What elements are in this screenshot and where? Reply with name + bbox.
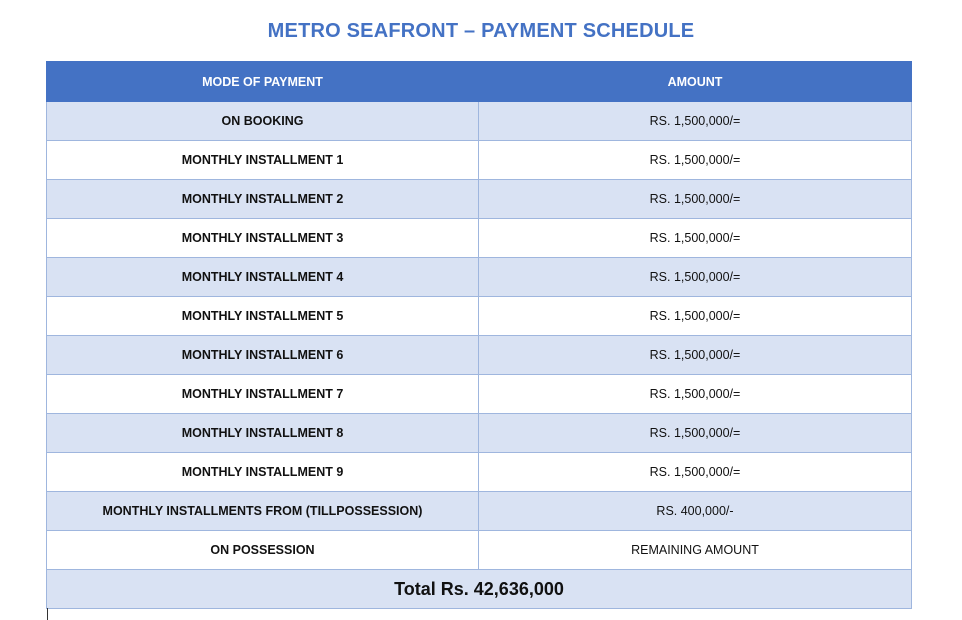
column-header-amount: AMOUNT [479, 62, 912, 102]
column-header-mode: MODE OF PAYMENT [47, 62, 479, 102]
payment-amount-cell: RS. 1,500,000/= [479, 258, 912, 297]
table-row [47, 453, 912, 492]
payment-mode-cell: ON POSSESSION [47, 531, 479, 570]
payment-mode-cell: MONTHLY INSTALLMENT 5 [47, 297, 479, 336]
table-row [47, 492, 912, 531]
total-amount: Total Rs. 42,636,000 [47, 570, 912, 609]
table-row [47, 414, 912, 453]
payment-mode-cell: MONTHLY INSTALLMENT 4 [47, 258, 479, 297]
payment-amount-cell: RS. 1,500,000/= [479, 141, 912, 180]
payment-schedule-table [46, 61, 912, 609]
table-row [47, 375, 912, 414]
payment-mode-cell: MONTHLY INSTALLMENT 1 [47, 141, 479, 180]
payment-amount-cell: RS. 1,500,000/= [479, 297, 912, 336]
payment-amount-cell: RS. 1,500,000/= [479, 102, 912, 141]
payment-mode-cell: MONTHLY INSTALLMENT 2 [47, 180, 479, 219]
payment-mode-cell: MONTHLY INSTALLMENT 8 [47, 414, 479, 453]
table-row [47, 531, 912, 570]
payment-amount-cell: RS. 1,500,000/= [479, 219, 912, 258]
payment-mode-cell: ON BOOKING [47, 102, 479, 141]
table-row [47, 336, 912, 375]
payment-amount-cell: RS. 1,500,000/= [479, 180, 912, 219]
table-header-row [47, 62, 912, 102]
payment-amount-cell: REMAINING AMOUNT [479, 531, 912, 570]
table-row [47, 180, 912, 219]
payment-mode-cell: MONTHLY INSTALLMENT 3 [47, 219, 479, 258]
text-cursor [47, 608, 48, 620]
page-title: METRO SEAFRONT – PAYMENT SCHEDULE [267, 20, 695, 42]
payment-amount-cell: RS. 400,000/- [479, 492, 912, 531]
table-row [47, 297, 912, 336]
table-row [47, 102, 912, 141]
payment-amount-cell: RS. 1,500,000/= [479, 336, 912, 375]
table-row [47, 258, 912, 297]
payment-amount-cell: RS. 1,500,000/= [479, 375, 912, 414]
table-row [47, 219, 912, 258]
payment-mode-cell: MONTHLY INSTALLMENT 9 [47, 453, 479, 492]
payment-mode-cell: MONTHLY INSTALLMENT 6 [47, 336, 479, 375]
payment-amount-cell: RS. 1,500,000/= [479, 453, 912, 492]
payment-mode-cell: MONTHLY INSTALLMENTS FROM (TILLPOSSESSION) [47, 492, 479, 531]
payment-mode-cell: MONTHLY INSTALLMENT 7 [47, 375, 479, 414]
payment-amount-cell: RS. 1,500,000/= [479, 414, 912, 453]
total-row [47, 570, 912, 609]
table-row [47, 141, 912, 180]
